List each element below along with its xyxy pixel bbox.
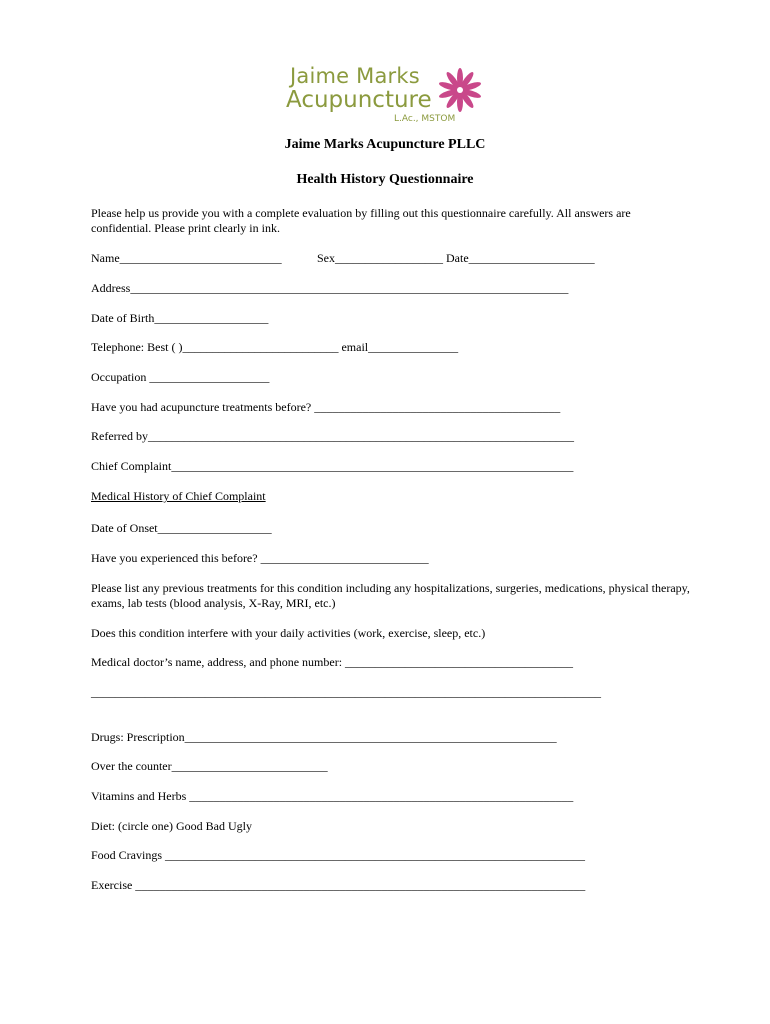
occupation-field[interactable]: Occupation ____________________ bbox=[91, 370, 270, 384]
food-cravings-field[interactable]: Food Cravings ______________________________________________________________________ bbox=[91, 848, 586, 862]
exercise-field[interactable]: Exercise ___________________________________________________________________________ bbox=[91, 878, 586, 892]
date-onset-field[interactable]: Date of Onset___________________ bbox=[91, 521, 272, 535]
sex-date-field[interactable]: Sex__________________ Date_____________________ bbox=[317, 251, 595, 265]
logo-credentials: L.Ac., MSTOM bbox=[394, 114, 456, 124]
experienced-before-field[interactable]: Have you experienced this before? ____________________________ bbox=[91, 551, 429, 565]
prior-treatment-field[interactable]: Have you had acupuncture treatments before? _________________________________________ bbox=[91, 400, 561, 414]
vitamins-herbs-field[interactable]: Vitamins and Herbs ________________________________________________________________ bbox=[91, 789, 574, 803]
telephone-email-field[interactable]: Telephone: Best ( )__________________________ email_______________ bbox=[91, 340, 459, 354]
interfere-question: Does this condition interfere with your daily activities (work, exercise, sleep, etc.) bbox=[91, 626, 486, 640]
form-title: Health History Questionnaire bbox=[296, 172, 474, 187]
company-logo bbox=[284, 62, 489, 132]
chief-complaint-field[interactable]: Chief Complaint___________________________________________________________________ bbox=[91, 459, 574, 473]
logo-text-line2: Acupuncture bbox=[286, 87, 432, 113]
otc-drugs-field[interactable]: Over the counter__________________________ bbox=[91, 759, 328, 773]
previous-treatments-question: Please list any previous treatments for this condition including any hospitalizations, surgeries, medications, physical therapy, exams, lab tests (blood analysis, X-Ray, MRI, etc.) bbox=[91, 581, 690, 610]
company-name: Jaime Marks Acupuncture PLLC bbox=[284, 137, 486, 152]
diet-field[interactable]: Diet: (circle one) Good Bad Ugly bbox=[91, 819, 252, 833]
dob-field[interactable]: Date of Birth___________________ bbox=[91, 311, 269, 325]
doctor-field[interactable]: Medical doctor’s name, address, and phone number: ______________________________________ bbox=[91, 655, 574, 669]
intro-paragraph: Please help us provide you with a complete evaluation by filling out this questionnaire carefully. All answers are confidential. Please print clearly in ink. bbox=[91, 206, 631, 235]
address-field[interactable]: Address_________________________________________________________________________ bbox=[91, 281, 569, 295]
doctor-field-continued[interactable]: _____________________________________________________________________________________ bbox=[91, 685, 601, 699]
name-field[interactable]: Name___________________________ bbox=[91, 251, 282, 265]
prescription-drugs-field[interactable]: Drugs: Prescription______________________________________________________________ bbox=[91, 730, 557, 744]
logo-text-line1: Jaime Marks bbox=[290, 64, 420, 88]
referred-by-field[interactable]: Referred by_______________________________________________________________________ bbox=[91, 429, 574, 443]
flower-icon bbox=[436, 66, 484, 114]
section-heading: Medical History of Chief Complaint bbox=[91, 489, 266, 503]
